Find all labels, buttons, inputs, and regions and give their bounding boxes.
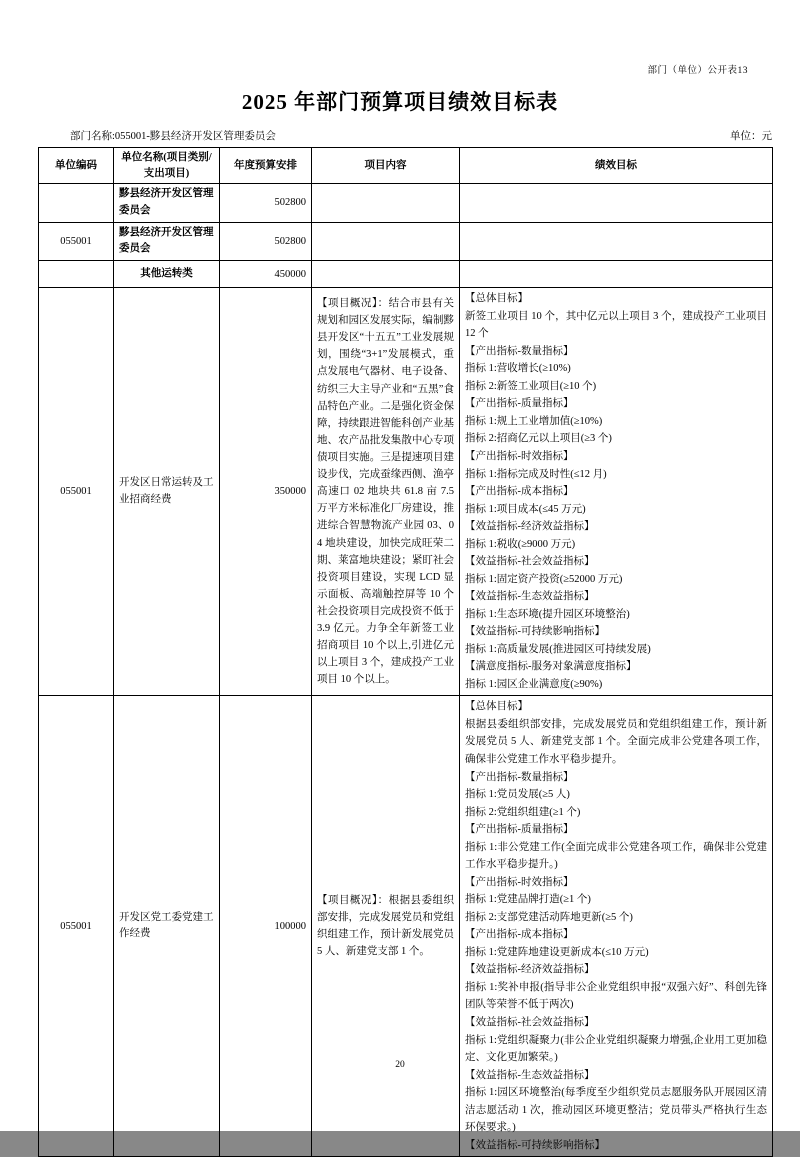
unit-name-cell: 黟县经济开发区管理委员会: [114, 184, 220, 223]
budget-cell: 502800: [220, 184, 312, 223]
unit-name-cell: 开发区日常运转及工业招商经费: [114, 288, 220, 696]
table-row: [39, 288, 773, 696]
content-cell: [312, 222, 460, 261]
table-row: [39, 261, 773, 288]
unit-code-cell: 055001: [39, 288, 114, 696]
header-annual-budget: 年度预算安排: [220, 148, 312, 184]
currency-unit-label: 单位：元: [730, 131, 772, 142]
goals-cell: [460, 222, 773, 261]
unit-code-cell: 055001: [39, 222, 114, 261]
performance-target-table: [38, 147, 773, 1157]
table-row: [39, 222, 773, 261]
table-header-row: [39, 148, 773, 184]
budget-cell: 100000: [220, 696, 312, 1157]
content-cell: 【项目概况】：根据县委组织部安排，完成发展党员和党组织组建工作，预计新发展党员 5 人、新建党支部 1 个。: [312, 696, 460, 1157]
table-row: [39, 184, 773, 223]
page-number: 20: [395, 1060, 405, 1070]
goals-cell: [460, 261, 773, 288]
goals-cell: [460, 184, 773, 223]
header-unit-name: 单位名称(项目类别/支出项目): [114, 148, 220, 184]
page-title: 2025 年部门预算项目绩效目标表: [241, 90, 559, 114]
unit-name-cell: 开发区党工委党建工作经费: [114, 696, 220, 1157]
unit-code-cell: [39, 261, 114, 288]
content-cell: [312, 261, 460, 288]
table-row: [39, 696, 773, 1157]
unit-name-cell: 黟县经济开发区管理委员会: [114, 222, 220, 261]
unit-code-cell: 055001: [39, 696, 114, 1157]
budget-cell: 502800: [220, 222, 312, 261]
header-performance-target: 绩效目标: [460, 148, 773, 184]
header-unit-code: 单位编码: [39, 148, 114, 184]
content-cell: 【项目概况】：结合市县有关规划和园区发展实际，编制黟县开发区“十五五”工业发展规划，围绕“3+1”发展模式，重点发展电气器材、电子设备、纺织三大主导产业和“五黑”食品特色产业。二是强化资金保障，持续跟进智能科创产业基地、农产品批发集散中心专项债项目实施。三是提速项目建设步伐，完成蚕缘西侧、渔亭高速口 02 地块共 61.8 亩 7.5 万平方米标准化厂房建设，推进综合智慧物流产业园 03、04 地块建设，加快完成旺荣二期、莱富地块建设；紧盯社会投资项目建设，实现 LCD 显示面板、高端触控屏等 10 个社会投资项目完成投资不低于 3.9 亿元。力争全年新签工业招商项目 10 个以上,引进亿元以上项目 3 个，建成投产工业项目 10 个以上。: [312, 288, 460, 696]
corner-note: 部门（单位）公开表13: [647, 66, 748, 76]
goals-cell: 【总体目标】 新签工业项目 10 个，其中亿元以上项目 3 个，建成投产工业项目 12 个 【产出指标-数量指标】 指标 1:营收增长(≥10%) 指标 2:新签工业项目(≥10 个) 【产出指标-质量指标】 指标 1:规上工业增加值(≥10%) 指标 2:招商亿元以上项目(≥3 个) 【产出指标-时效指标】 指标 1:指标完成及时性(≤12 月) 【产出指标-成本指标】 指标 1:项目成本(≤45 万元) 【效益指标-经济效益指标】 指标 1:税收(≥9000 万元) 【效益指标-社会效益指标】 指标 1:固定资产投资(≥52000 万元) 【效益指标-生态效益指标】 指标 1:生态环境(提升园区环境整治) 【效益指标-可持续影响指标】 指标 1:高质量发展(推进园区可持续发展) 【满意度指标-服务对象满意度指标】 指标 1:园区企业满意度(≥90%): [460, 288, 773, 696]
budget-cell: 350000: [220, 288, 312, 696]
meta-row: [70, 128, 772, 143]
unit-code-cell: [39, 184, 114, 223]
budget-cell: 450000: [220, 261, 312, 288]
content-cell: [312, 184, 460, 223]
unit-name-cell: 其他运转类: [114, 261, 220, 288]
header-project-content: 项目内容: [312, 148, 460, 184]
goals-cell: 【总体目标】 根据县委组织部安排，完成发展党员和党组织组建工作，预计新发展党员 5 人、新建党支部 1 个。全面完成非公党建各项工作，确保非公党建工作水平稳步提升。 【产出指标-数量指标】 指标 1:党员发展(≥5 人) 指标 2:党组织组建(≥1 个) 【产出指标-质量指标】 指标 1:非公党建工作(全面完成非公党建各项工作，确保非公党建工作水平稳步提升。) 【产出指标-时效指标】 指标 1:党建品牌打造(≥1 个) 指标 2:支部党建活动阵地更新(≥5 个) 【产出指标-成本指标】 指标 1:党建阵地建设更新成本(≤10 万元) 【效益指标-经济效益指标】 指标 1:奖补申报(指导非公企业党组织申报“双强六好”、科创先锋团队等荣誉不低于两次) 【效益指标-社会效益指标】 指标 1:党组织凝聚力(非公企业党组织凝聚力增强,企业用工更加稳定、文化更加繁荣。) 【效益指标-生态效益指标】 指标 1:园区环境整治(每季度至少组织党员志愿服务队开展园区清洁志愿活动 1 次，推动园区环境更整洁；党员带头严格执行生态环保要求。) 【效益指标-可持续影响指标】: [460, 696, 773, 1157]
department-name-label: 部门名称:055001-黟县经济开发区管理委员会: [70, 131, 276, 142]
